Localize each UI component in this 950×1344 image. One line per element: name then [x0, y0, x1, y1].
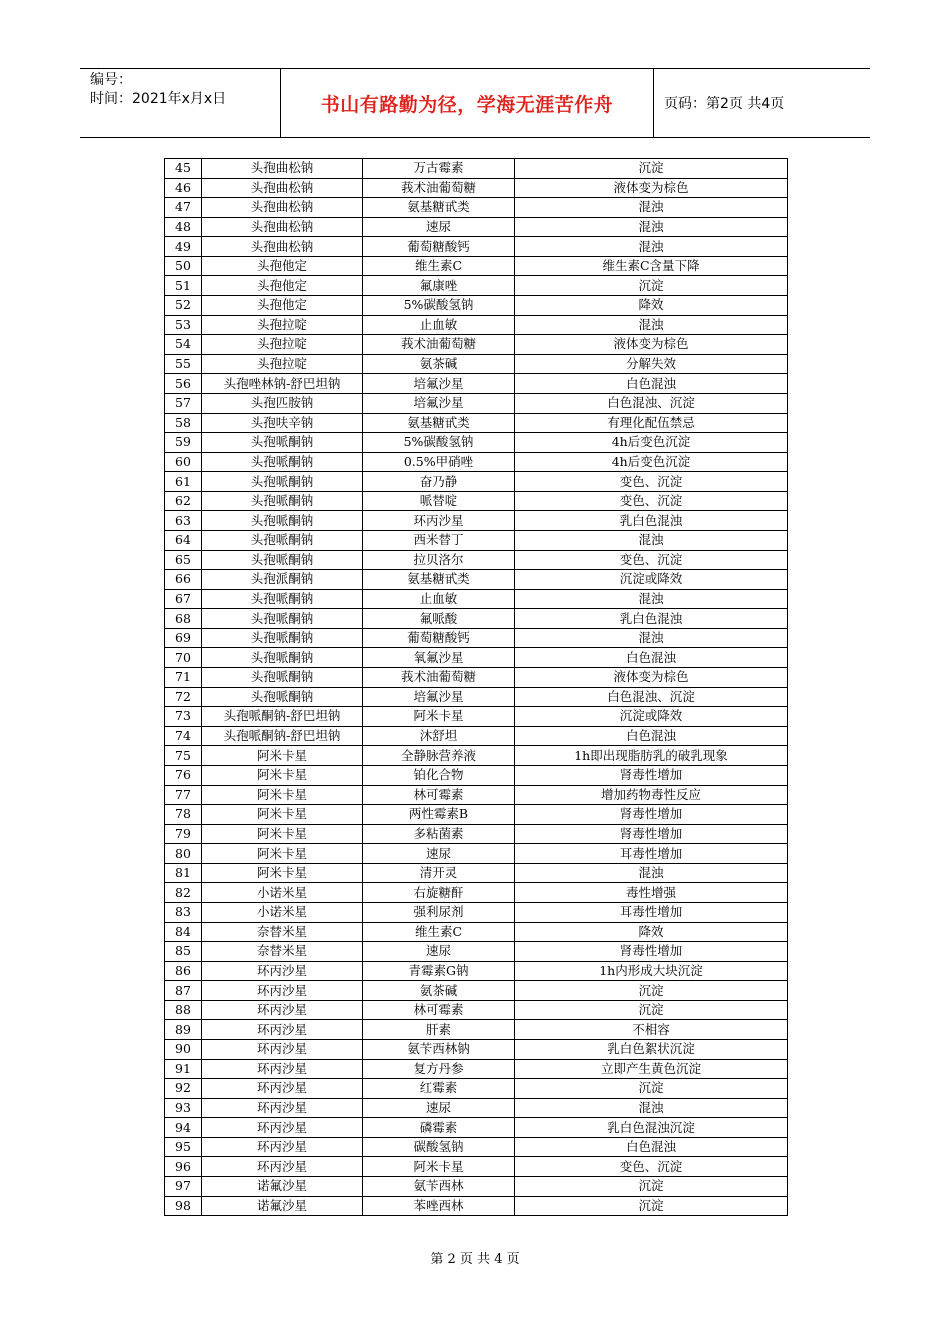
drug-a-cell: 阿米卡星 [202, 805, 363, 825]
drug-a-cell: 头孢拉啶 [202, 315, 363, 335]
drug-b-cell: 葡萄糖酸钙 [363, 237, 515, 257]
row-number-cell: 53 [165, 315, 202, 335]
drug-b-cell: 磷霉素 [363, 1118, 515, 1138]
table-row [165, 472, 788, 492]
row-number-cell: 71 [165, 668, 202, 688]
drug-a-cell: 环丙沙星 [202, 961, 363, 981]
reaction-cell: 耳毒性增加 [515, 902, 788, 922]
table-row [165, 1196, 788, 1216]
row-number-cell: 88 [165, 1000, 202, 1020]
drug-a-cell: 头孢曲松钠 [202, 178, 363, 198]
drug-a-cell: 环丙沙星 [202, 1040, 363, 1060]
drug-a-cell: 头孢哌酮钠 [202, 628, 363, 648]
reaction-cell: 沉淀 [515, 981, 788, 1001]
drug-b-cell: 0.5%甲硝唑 [363, 452, 515, 472]
table-row [165, 668, 788, 688]
drug-a-cell: 环丙沙星 [202, 1000, 363, 1020]
drug-a-cell: 头孢哌酮钠-舒巴坦钠 [202, 726, 363, 746]
drug-b-cell: 红霉素 [363, 1079, 515, 1099]
table-row [165, 354, 788, 374]
drug-a-cell: 头孢派酮钠 [202, 570, 363, 590]
table-row [165, 1059, 788, 1079]
drug-b-cell: 苯唑西林 [363, 1196, 515, 1216]
table-row [165, 805, 788, 825]
row-number-cell: 85 [165, 942, 202, 962]
table-row [165, 413, 788, 433]
drug-b-cell: 止血敏 [363, 589, 515, 609]
drug-a-cell: 阿米卡星 [202, 844, 363, 864]
reaction-cell: 1h即出现脂肪乳的破乳现象 [515, 746, 788, 766]
row-number-cell: 76 [165, 765, 202, 785]
table-row [165, 491, 788, 511]
row-number-cell: 63 [165, 511, 202, 531]
reaction-cell: 混浊 [515, 217, 788, 237]
drug-a-cell: 头孢曲松钠 [202, 159, 363, 179]
reaction-cell: 降效 [515, 922, 788, 942]
drug-b-cell: 氨基糖甙类 [363, 570, 515, 590]
drug-a-cell: 诺氟沙星 [202, 1177, 363, 1197]
drug-b-cell: 氨茶碱 [363, 354, 515, 374]
drug-b-cell: 培氟沙星 [363, 687, 515, 707]
reaction-cell: 混浊 [515, 237, 788, 257]
row-number-cell: 55 [165, 354, 202, 374]
table-row [165, 1137, 788, 1157]
header-page-label: 页码：第2页 共4页 [664, 96, 785, 112]
drug-b-cell: 氨茶碱 [363, 981, 515, 1001]
drug-a-cell: 头孢哌酮钠 [202, 530, 363, 550]
row-number-cell: 57 [165, 393, 202, 413]
drug-b-cell: 碳酸氢钠 [363, 1137, 515, 1157]
row-number-cell: 79 [165, 824, 202, 844]
reaction-cell: 沉淀 [515, 1196, 788, 1216]
table-row [165, 511, 788, 531]
table-row [165, 883, 788, 903]
drug-b-cell: 氨苄西林 [363, 1177, 515, 1197]
compatibility-table [164, 158, 788, 1216]
table-row [165, 433, 788, 453]
drug-a-cell: 头孢他定 [202, 276, 363, 296]
table-row [165, 746, 788, 766]
drug-b-cell: 强利尿剂 [363, 902, 515, 922]
row-number-cell: 75 [165, 746, 202, 766]
row-number-cell: 68 [165, 609, 202, 629]
drug-b-cell: 止血敏 [363, 315, 515, 335]
row-number-cell: 93 [165, 1098, 202, 1118]
table-row [165, 315, 788, 335]
drug-a-cell: 环丙沙星 [202, 1020, 363, 1040]
drug-a-cell: 头孢哌酮钠 [202, 491, 363, 511]
table-row [165, 942, 788, 962]
drug-a-cell: 头孢哌酮钠 [202, 648, 363, 668]
drug-a-cell: 头孢哌酮钠 [202, 550, 363, 570]
row-number-cell: 72 [165, 687, 202, 707]
reaction-cell: 液体变为棕色 [515, 668, 788, 688]
drug-b-cell: 右旋糖酐 [363, 883, 515, 903]
drug-a-cell: 头孢哌酮钠 [202, 609, 363, 629]
drug-b-cell: 肝素 [363, 1020, 515, 1040]
header-motto-cell [281, 69, 654, 137]
drug-b-cell: 莪术油葡萄糖 [363, 178, 515, 198]
row-number-cell: 66 [165, 570, 202, 590]
drug-b-cell: 氟康唑 [363, 276, 515, 296]
reaction-cell: 液体变为棕色 [515, 178, 788, 198]
reaction-cell: 降效 [515, 296, 788, 316]
drug-b-cell: 5%碳酸氢钠 [363, 433, 515, 453]
drug-b-cell: 万古霉素 [363, 159, 515, 179]
row-number-cell: 95 [165, 1137, 202, 1157]
reaction-cell: 沉淀 [515, 1177, 788, 1197]
reaction-cell: 有理化配伍禁忌 [515, 413, 788, 433]
reaction-cell: 肾毒性增加 [515, 765, 788, 785]
reaction-cell: 4h后变色沉淀 [515, 433, 788, 453]
drug-b-cell: 青霉素G钠 [363, 961, 515, 981]
reaction-cell: 乳白色混浊 [515, 609, 788, 629]
reaction-cell: 变色、沉淀 [515, 491, 788, 511]
reaction-cell: 沉淀或降效 [515, 570, 788, 590]
row-number-cell: 84 [165, 922, 202, 942]
row-number-cell: 91 [165, 1059, 202, 1079]
drug-a-cell: 头孢唑林钠-舒巴坦钠 [202, 374, 363, 394]
row-number-cell: 45 [165, 159, 202, 179]
row-number-cell: 69 [165, 628, 202, 648]
drug-b-cell: 维生素C [363, 922, 515, 942]
reaction-cell: 乳白色混浊沉淀 [515, 1118, 788, 1138]
drug-b-cell: 氨基糖甙类 [363, 198, 515, 218]
drug-b-cell: 维生素C [363, 256, 515, 276]
drug-a-cell: 阿米卡星 [202, 765, 363, 785]
drug-a-cell: 头孢曲松钠 [202, 237, 363, 257]
table-row [165, 589, 788, 609]
table-row [165, 961, 788, 981]
table-row [165, 1098, 788, 1118]
table-row [165, 687, 788, 707]
row-number-cell: 58 [165, 413, 202, 433]
row-number-cell: 61 [165, 472, 202, 492]
reaction-cell: 1h内形成大块沉淀 [515, 961, 788, 981]
row-number-cell: 56 [165, 374, 202, 394]
row-number-cell: 74 [165, 726, 202, 746]
drug-b-cell: 全静脉营养液 [363, 746, 515, 766]
table-row [165, 648, 788, 668]
table-row [165, 863, 788, 883]
motto-text: 书山有路勤为径，学海无涯苦作舟 [320, 93, 614, 116]
row-number-cell: 97 [165, 1177, 202, 1197]
row-number-cell: 60 [165, 452, 202, 472]
drug-a-cell: 头孢曲松钠 [202, 217, 363, 237]
drug-b-cell: 莪术油葡萄糖 [363, 668, 515, 688]
row-number-cell: 80 [165, 844, 202, 864]
drug-a-cell: 阿米卡星 [202, 746, 363, 766]
reaction-cell: 变色、沉淀 [515, 550, 788, 570]
doc-time-label: 时间：2021年x月x日 [90, 91, 227, 107]
drug-b-cell: 氨基糖甙类 [363, 413, 515, 433]
reaction-cell: 白色混浊 [515, 1137, 788, 1157]
table-row [165, 981, 788, 1001]
table-row [165, 1079, 788, 1099]
row-number-cell: 92 [165, 1079, 202, 1099]
table-row [165, 824, 788, 844]
table-row [165, 237, 788, 257]
reaction-cell: 白色混浊 [515, 374, 788, 394]
drug-b-cell: 氟哌酸 [363, 609, 515, 629]
reaction-cell: 耳毒性增加 [515, 844, 788, 864]
drug-b-cell: 培氟沙星 [363, 393, 515, 413]
drug-a-cell: 小诺米星 [202, 883, 363, 903]
drug-a-cell: 头孢拉啶 [202, 335, 363, 355]
drug-a-cell: 头孢他定 [202, 256, 363, 276]
row-number-cell: 50 [165, 256, 202, 276]
row-number-cell: 47 [165, 198, 202, 218]
drug-b-cell: 速尿 [363, 844, 515, 864]
drug-a-cell: 诺氟沙星 [202, 1196, 363, 1216]
row-number-cell: 94 [165, 1118, 202, 1138]
table-row [165, 276, 788, 296]
row-number-cell: 81 [165, 863, 202, 883]
table-row [165, 707, 788, 727]
reaction-cell: 乳白色絮状沉淀 [515, 1040, 788, 1060]
row-number-cell: 70 [165, 648, 202, 668]
reaction-cell: 混浊 [515, 530, 788, 550]
row-number-cell: 86 [165, 961, 202, 981]
drug-b-cell: 培氟沙星 [363, 374, 515, 394]
reaction-cell: 混浊 [515, 1098, 788, 1118]
table-row [165, 530, 788, 550]
table-row [165, 198, 788, 218]
drug-b-cell: 沐舒坦 [363, 726, 515, 746]
drug-b-cell: 5%碳酸氢钠 [363, 296, 515, 316]
drug-b-cell: 林可霉素 [363, 785, 515, 805]
drug-b-cell: 拉贝洛尔 [363, 550, 515, 570]
drug-a-cell: 奈替米星 [202, 922, 363, 942]
drug-b-cell: 阿米卡星 [363, 1157, 515, 1177]
drug-a-cell: 环丙沙星 [202, 1098, 363, 1118]
reaction-cell: 沉淀 [515, 1079, 788, 1099]
drug-a-cell: 头孢呋辛钠 [202, 413, 363, 433]
table-row [165, 1000, 788, 1020]
table-row [165, 726, 788, 746]
reaction-cell: 维生素C含量下降 [515, 256, 788, 276]
row-number-cell: 67 [165, 589, 202, 609]
drug-b-cell: 多粘菌素 [363, 824, 515, 844]
drug-b-cell: 清开灵 [363, 863, 515, 883]
drug-a-cell: 阿米卡星 [202, 824, 363, 844]
table-row [165, 335, 788, 355]
table-row [165, 844, 788, 864]
table-row [165, 1118, 788, 1138]
drug-a-cell: 环丙沙星 [202, 1157, 363, 1177]
row-number-cell: 87 [165, 981, 202, 1001]
reaction-cell: 变色、沉淀 [515, 472, 788, 492]
drug-b-cell: 复方丹参 [363, 1059, 515, 1079]
reaction-cell: 白色混浊 [515, 648, 788, 668]
drug-a-cell: 阿米卡星 [202, 863, 363, 883]
drug-b-cell: 铂化合物 [363, 765, 515, 785]
drug-b-cell: 氧氟沙星 [363, 648, 515, 668]
reaction-cell: 立即产生黄色沉淀 [515, 1059, 788, 1079]
header-meta-cell [80, 69, 281, 137]
row-number-cell: 65 [165, 550, 202, 570]
drug-a-cell: 头孢哌酮钠 [202, 472, 363, 492]
row-number-cell: 89 [165, 1020, 202, 1040]
table-row [165, 1020, 788, 1040]
row-number-cell: 77 [165, 785, 202, 805]
reaction-cell: 混浊 [515, 628, 788, 648]
table-body [165, 159, 788, 1216]
table-row [165, 296, 788, 316]
table-row [165, 609, 788, 629]
table-row [165, 628, 788, 648]
reaction-cell: 乳白色混浊 [515, 511, 788, 531]
drug-a-cell: 头孢哌酮钠 [202, 433, 363, 453]
drug-a-cell: 头孢哌酮钠 [202, 511, 363, 531]
row-number-cell: 49 [165, 237, 202, 257]
drug-a-cell: 头孢哌酮钠-舒巴坦钠 [202, 707, 363, 727]
reaction-cell: 不相容 [515, 1020, 788, 1040]
table-row [165, 570, 788, 590]
table-row [165, 217, 788, 237]
drug-b-cell: 西米替丁 [363, 530, 515, 550]
drug-a-cell: 环丙沙星 [202, 1118, 363, 1138]
reaction-cell: 沉淀 [515, 1000, 788, 1020]
drug-a-cell: 头孢拉啶 [202, 354, 363, 374]
drug-a-cell: 头孢哌酮钠 [202, 589, 363, 609]
table-row [165, 159, 788, 179]
row-number-cell: 78 [165, 805, 202, 825]
reaction-cell: 肾毒性增加 [515, 824, 788, 844]
drug-a-cell: 奈替米星 [202, 942, 363, 962]
row-number-cell: 48 [165, 217, 202, 237]
table-row [165, 393, 788, 413]
table-row [165, 256, 788, 276]
reaction-cell: 白色混浊 [515, 726, 788, 746]
table-row [165, 374, 788, 394]
drug-b-cell: 速尿 [363, 217, 515, 237]
row-number-cell: 64 [165, 530, 202, 550]
drug-b-cell: 阿米卡星 [363, 707, 515, 727]
table-row [165, 922, 788, 942]
doc-number-label: 编号： [90, 72, 132, 88]
drug-b-cell: 林可霉素 [363, 1000, 515, 1020]
drug-a-cell: 头孢哌酮钠 [202, 687, 363, 707]
table-row [165, 1177, 788, 1197]
drug-a-cell: 头孢他定 [202, 296, 363, 316]
row-number-cell: 90 [165, 1040, 202, 1060]
drug-a-cell: 头孢哌酮钠 [202, 452, 363, 472]
drug-b-cell: 两性霉素B [363, 805, 515, 825]
drug-b-cell: 速尿 [363, 1098, 515, 1118]
drug-a-cell: 环丙沙星 [202, 1079, 363, 1099]
table-row [165, 178, 788, 198]
drug-b-cell: 莪术油葡萄糖 [363, 335, 515, 355]
reaction-cell: 毒性增强 [515, 883, 788, 903]
drug-b-cell: 环丙沙星 [363, 511, 515, 531]
table-row [165, 550, 788, 570]
page-header [80, 68, 870, 138]
reaction-cell: 混浊 [515, 198, 788, 218]
reaction-cell: 液体变为棕色 [515, 335, 788, 355]
reaction-cell: 肾毒性增加 [515, 942, 788, 962]
table-row [165, 765, 788, 785]
row-number-cell: 59 [165, 433, 202, 453]
reaction-cell: 混浊 [515, 863, 788, 883]
reaction-cell: 增加药物毒性反应 [515, 785, 788, 805]
reaction-cell: 肾毒性增加 [515, 805, 788, 825]
reaction-cell: 白色混浊、沉淀 [515, 687, 788, 707]
drug-a-cell: 头孢匹胺钠 [202, 393, 363, 413]
row-number-cell: 46 [165, 178, 202, 198]
drug-b-cell: 奋乃静 [363, 472, 515, 492]
drug-a-cell: 环丙沙星 [202, 1059, 363, 1079]
drug-b-cell: 葡萄糖酸钙 [363, 628, 515, 648]
drug-a-cell: 头孢曲松钠 [202, 198, 363, 218]
reaction-cell: 混浊 [515, 589, 788, 609]
page-footer: 第 2 页 共 4 页 [430, 1252, 520, 1267]
reaction-cell: 4h后变色沉淀 [515, 452, 788, 472]
row-number-cell: 62 [165, 491, 202, 511]
row-number-cell: 98 [165, 1196, 202, 1216]
table-row [165, 1040, 788, 1060]
row-number-cell: 51 [165, 276, 202, 296]
reaction-cell: 混浊 [515, 315, 788, 335]
table-row [165, 452, 788, 472]
drug-a-cell: 小诺米星 [202, 902, 363, 922]
row-number-cell: 54 [165, 335, 202, 355]
reaction-cell: 白色混浊、沉淀 [515, 393, 788, 413]
drug-a-cell: 阿米卡星 [202, 785, 363, 805]
row-number-cell: 96 [165, 1157, 202, 1177]
row-number-cell: 82 [165, 883, 202, 903]
drug-a-cell: 头孢哌酮钠 [202, 668, 363, 688]
drug-b-cell: 哌替啶 [363, 491, 515, 511]
drug-a-cell: 环丙沙星 [202, 981, 363, 1001]
reaction-cell: 变色、沉淀 [515, 1157, 788, 1177]
table-row [165, 902, 788, 922]
row-number-cell: 52 [165, 296, 202, 316]
reaction-cell: 沉淀或降效 [515, 707, 788, 727]
row-number-cell: 83 [165, 902, 202, 922]
drug-a-cell: 环丙沙星 [202, 1137, 363, 1157]
header-page-cell [654, 69, 870, 137]
drug-b-cell: 速尿 [363, 942, 515, 962]
table-row [165, 1157, 788, 1177]
row-number-cell: 73 [165, 707, 202, 727]
reaction-cell: 沉淀 [515, 276, 788, 296]
table-row [165, 785, 788, 805]
reaction-cell: 分解失效 [515, 354, 788, 374]
reaction-cell: 沉淀 [515, 159, 788, 179]
drug-b-cell: 氨苄西林钠 [363, 1040, 515, 1060]
